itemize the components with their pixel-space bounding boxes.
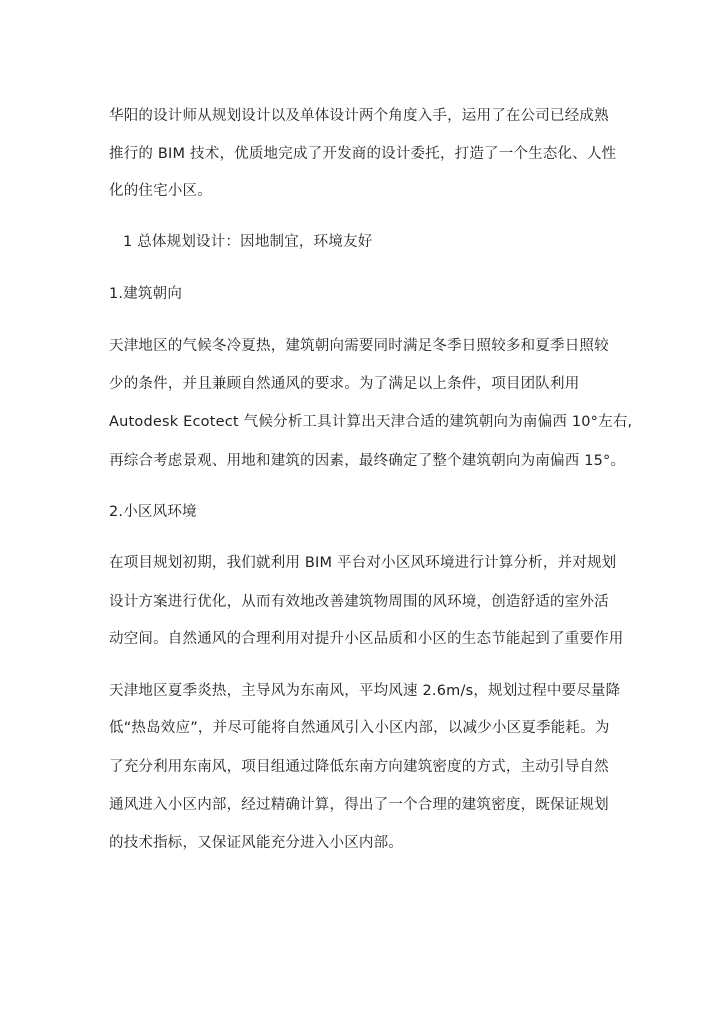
section-heading: 1 总体规划设计：因地制宜，环境友好 [123,234,373,250]
paragraph-line: 推行的 BIM 技术，优质地完成了开发商的设计委托，打造了一个生态化、人性 [109,146,617,162]
subsection-heading: 1.建筑朝向 [109,286,183,302]
subsection-heading: 2.小区风环境 [109,504,197,520]
paragraph-line: 天津地区夏季炎热，主导风为东南风，平均风速 2.6m/s，规划过程中要尽量降 [109,683,621,699]
paragraph-line: 在项目规划初期，我们就利用 BIM 平台对小区风环境进行计算分析，并对规划 [109,555,617,571]
paragraph-line: 设计方案进行优化，从而有效地改善建筑物周围的风环境，创造舒适的室外活 [109,594,609,610]
paragraph-line: 少的条件，并且兼顾自然通风的要求。为了满足以上条件，项目团队利用 [109,376,580,392]
paragraph-line: 华阳的设计师从规划设计以及单体设计两个角度入手，运用了在公司已经成熟 [109,108,609,124]
paragraph-line: 通风进入小区内部，经过精确计算，得出了一个合理的建筑密度，既保证规划 [109,797,609,813]
paragraph-line: 低“热岛效应”，并尽可能将自然通风引入小区内部，以减少小区夏季能耗。为 [109,720,610,736]
paragraph-line: 的技术指标，又保证风能充分进入小区内部。 [109,835,403,851]
paragraph-line: Autodesk Ecotect 气候分析工具计算出天津合适的建筑朝向为南偏西 10°左右, [109,414,633,430]
paragraph-line: 动空间。自然通风的合理利用对提升小区品质和小区的生态节能起到了重要作用 [109,631,624,647]
paragraph-line: 化的住宅小区。 [109,183,212,199]
paragraph-line: 再综合考虑景观、用地和建筑的因素，最终确定了整个建筑朝向为南偏西 15°。 [109,453,626,469]
paragraph-line: 天津地区的气候冬冷夏热，建筑朝向需要同时满足冬季日照较多和夏季日照较 [109,338,609,354]
paragraph-line: 了充分利用东南风，项目组通过降低东南方向建筑密度的方式，主动引导自然 [109,759,609,775]
